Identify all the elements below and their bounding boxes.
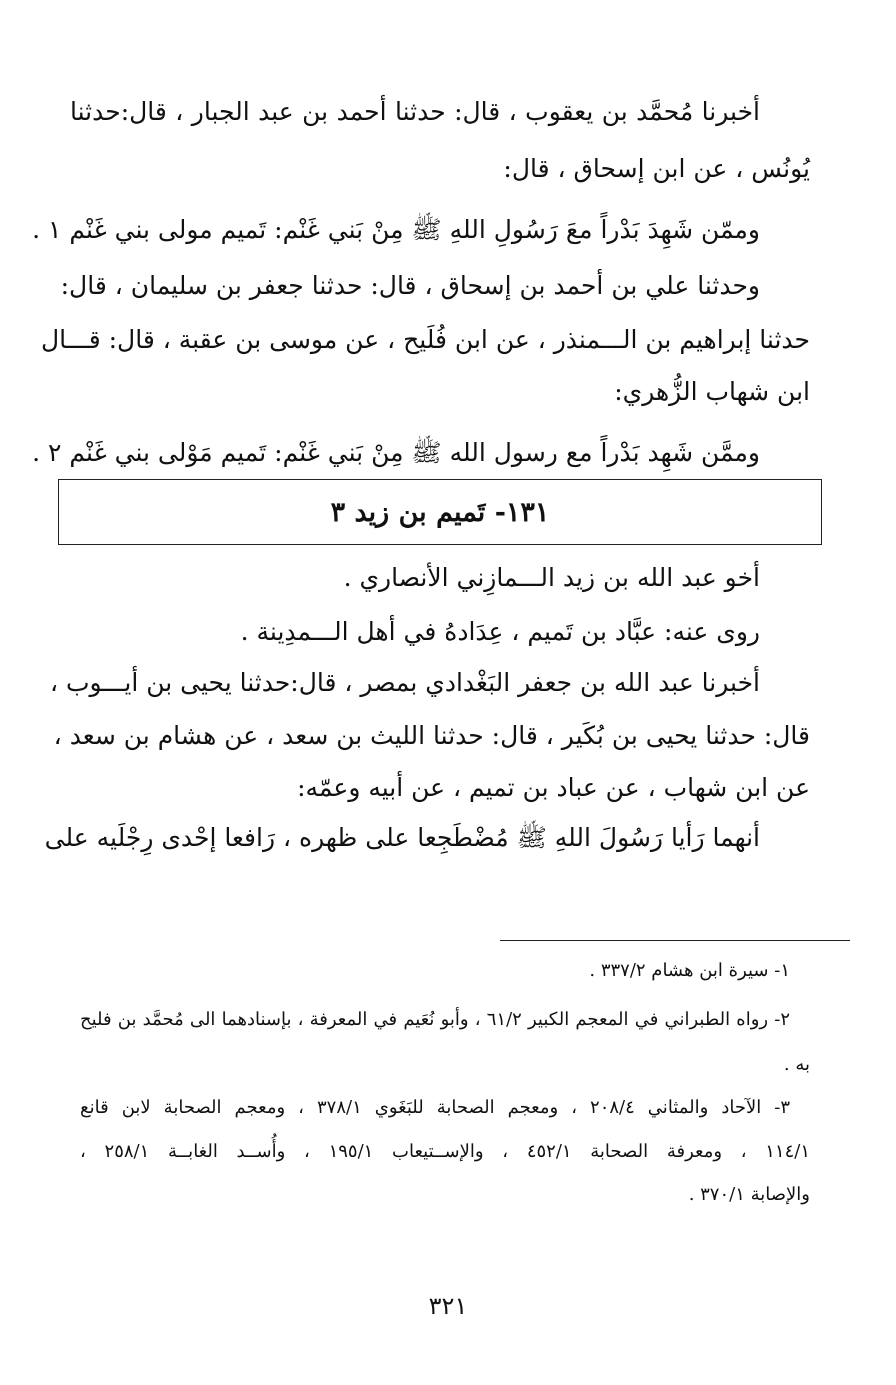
body-line-13: أنهما رَأيا رَسُولَ اللهِ ﷺ مُضْطَجِعا على ظهره ، رَافعا إحْدى رِجْلَيه على [44,823,760,852]
body-line-7: وممَّن شَهِد بَدْراً مع رسول الله ﷺ مِنْ بَني غَنْم: تَميم مَوْلى بني غَنْم ٢ . [32,438,760,467]
footnote-3: ٣- الآحاد والمثاني ٢٠٨/٤ ، ومعجم الصحابة للبَغَوي ٣٧٨/١ ، ومعجم الصحابة لابن قانع [80,1097,790,1118]
body-line-4: وحدثنا علي بن أحمد بن إسحاق ، قال: حدثنا جعفر بن سليمان ، قال: [60,271,760,300]
entry-heading: ١٣١- تَميم بن زيد ٣ [330,496,550,528]
footnote-2-cont: به . [783,1054,810,1075]
body-line-6: ابن شهاب الزُّهري: [614,377,810,406]
body-line-12: عن ابن شهاب ، عن عباد بن تميم ، عن أبيه وعمّه: [297,773,810,802]
body-line-1: أخبرنا مُحمَّد بن يعقوب ، قال: حدثنا أحمد بن عبد الجبار ، قال:حدثنا [70,97,760,126]
footnote-separator [500,940,850,941]
footnote-3-cont-1: ١١٤/١ ، ومعرفة الصحابة ٤٥٢/١ ، والإســتيعاب ١٩٥/١ ، وأُســد الغابــة ٢٥٨/١ ، [80,1141,811,1162]
body-line-2: يُونُس ، عن ابن إسحاق ، قال: [503,154,810,183]
body-line-10: أخبرنا عبد الله بن جعفر البَغْدادي بمصر ، قال:حدثنا يحيى بن أيـــوب ، [49,668,760,697]
body-line-5: حدثنا إبراهيم بن الـــمنذر ، عن ابن فُلَيح ، عن موسى بن عقبة ، قال: قـــال [40,325,810,354]
body-line-9: روى عنه: عبَّاد بن تَميم ، عِدَادهُ في أهل الـــمدِينة . [240,617,760,646]
page-number: ٣٢١ [428,1292,468,1320]
footnote-1: ١- سيرة ابن هشام ٣٣٧/٢ . [589,960,790,981]
body-line-8: أخو عبد الله بن زيد الـــمازِني الأنصاري . [343,563,760,592]
body-line-3: وممّن شَهِدَ بَدْراً معَ رَسُولِ اللهِ ﷺ مِنْ بَني غَنْم: تَميم مولى بني غَنْم ١ . [32,215,760,244]
entry-heading-box [58,479,822,545]
footnote-3-cont-2: والإصابة ٣٧٠/١ . [688,1184,810,1205]
footnote-2: ٢- رواه الطبراني في المعجم الكبير ٦١/٢ ، وأبو نُعَيم في المعرفة ، بإسنادهما الى مُحمَّد بن فليح [80,1009,791,1030]
body-line-11: قال: حدثنا يحيى بن بُكَير ، قال: حدثنا الليث بن سعد ، عن هشام بن سعد ، [53,721,810,750]
